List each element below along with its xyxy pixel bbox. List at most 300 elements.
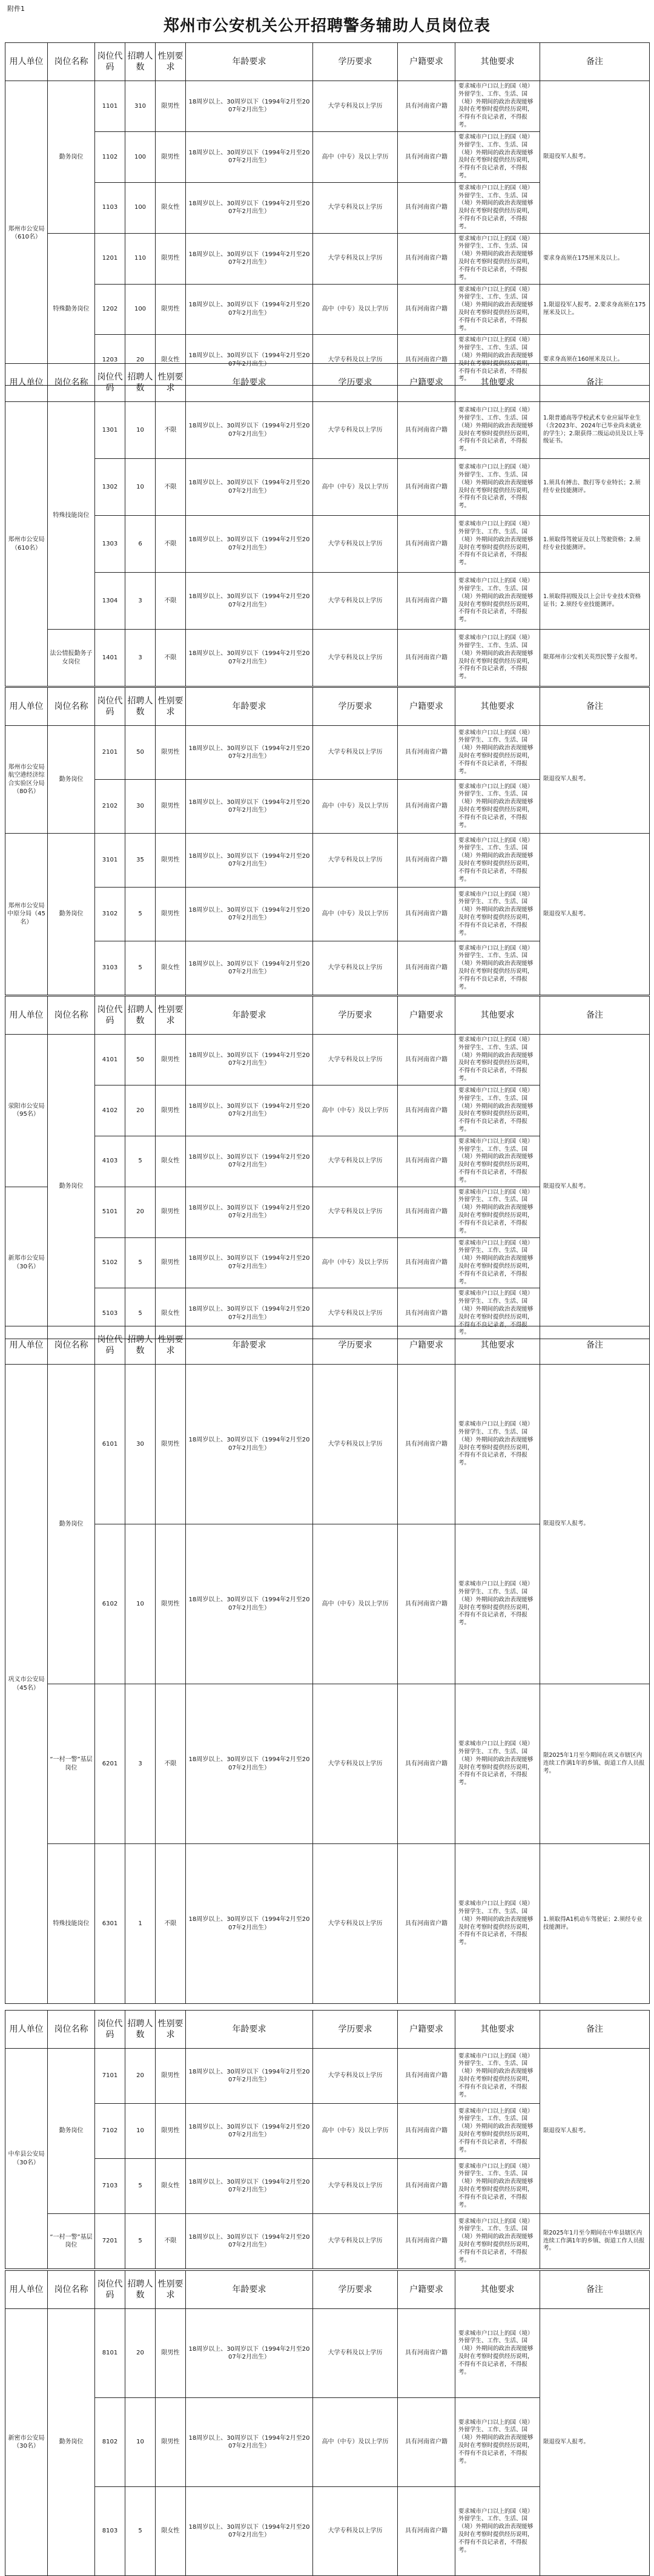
column-header: 用人单位 bbox=[5, 2271, 48, 2309]
headcount-cell: 20 bbox=[125, 1187, 156, 1237]
gender-cell: 限男性 bbox=[156, 726, 186, 780]
column-header: 招聘人数 bbox=[125, 2011, 156, 2049]
hukou-cell: 具有河南省户籍 bbox=[398, 1288, 455, 1339]
gender-cell: 限男性 bbox=[156, 131, 186, 182]
column-header: 招聘人数 bbox=[125, 1326, 156, 1365]
position-table-4 bbox=[5, 996, 650, 1339]
unit-cell: 郑州市公安局中原分局（45名） bbox=[5, 834, 48, 995]
headcount-cell: 10 bbox=[125, 2398, 156, 2487]
education-cell: 高中（中专）及以上学历 bbox=[313, 131, 398, 182]
column-header: 岗位名称 bbox=[48, 688, 95, 726]
hukou-cell: 具有河南省户籍 bbox=[398, 2049, 455, 2104]
post-name-cell: 勤务岗位 bbox=[48, 834, 95, 995]
age-cell: 18周岁以上、30周岁以下（1994年2月至2007年2月出生） bbox=[186, 2487, 313, 2576]
column-header: 岗位代码 bbox=[95, 43, 125, 81]
column-header: 户籍要求 bbox=[398, 364, 455, 402]
other-requirements-cell: 要求城市户口以上的国（境）外留学生、工作、生活、国（境）外期间的政治表现能够及时在考察时提供经历说明，不得有不良记录者，不得报考。 bbox=[455, 81, 540, 132]
other-requirements-cell: 要求城市户口以上的国（境）外留学生、工作、生活、国（境）外期间的政治表现能够及时在考察时提供经历说明，不得有不良记录者，不得报考。 bbox=[455, 1365, 540, 1524]
table-row bbox=[5, 834, 650, 888]
unit-cell: 中牟县公安局（30名） bbox=[5, 2049, 48, 2269]
unit-cell: 郑州市公安局（610名） bbox=[5, 81, 48, 386]
note-cell: 限退役军人报考。 bbox=[540, 1035, 650, 1339]
column-header: 岗位名称 bbox=[48, 996, 95, 1035]
hukou-cell: 具有河南省户籍 bbox=[398, 233, 455, 284]
note-cell: 限退役军人报考。 bbox=[540, 2309, 650, 2576]
headcount-cell: 10 bbox=[125, 2104, 156, 2159]
education-cell: 大学专科及以上学历 bbox=[313, 1136, 398, 1187]
other-requirements-cell: 要求城市户口以上的国（境）外留学生、工作、生活、国（境）外期间的政治表现能够及时在考察时提供经历说明，不得有不良记录者，不得报考。 bbox=[455, 233, 540, 284]
table-row bbox=[5, 1684, 650, 1844]
table-row bbox=[5, 516, 650, 573]
post-code-cell: 1201 bbox=[95, 233, 125, 284]
hukou-cell: 具有河南省户籍 bbox=[398, 780, 455, 834]
position-table-2 bbox=[5, 363, 650, 687]
table-row bbox=[5, 233, 650, 284]
table-row bbox=[5, 726, 650, 780]
age-cell: 18周岁以上、30周岁以下（1994年2月至2007年2月出生） bbox=[186, 459, 313, 516]
note-cell: 1.限普通高等学校武术专业应届毕业生（含2023年、2024年已毕业尚未就业的学生）；2.限获得二级运动员及以上等级证书。 bbox=[540, 402, 650, 459]
note-cell: 限退役军人报考。 bbox=[540, 726, 650, 834]
other-requirements-cell: 要求城市户口以上的国（境）外留学生、工作、生活、国（境）外期间的政治表现能够及时在考察时提供经历说明，不得有不良记录者，不得报考。 bbox=[455, 1035, 540, 1085]
column-header: 用人单位 bbox=[5, 1326, 48, 1365]
column-header: 性别要求 bbox=[156, 688, 186, 726]
note-cell: 限退役军人报考。 bbox=[540, 81, 650, 234]
gender-cell: 不限 bbox=[156, 573, 186, 630]
education-cell: 高中（中专）及以上学历 bbox=[313, 780, 398, 834]
post-code-cell: 1401 bbox=[95, 630, 125, 687]
headcount-cell: 3 bbox=[125, 573, 156, 630]
headcount-cell: 5 bbox=[125, 941, 156, 995]
hukou-cell: 具有河南省户籍 bbox=[398, 1524, 455, 1684]
other-requirements-cell: 要求城市户口以上的国（境）外留学生、工作、生活、国（境）外期间的政治表现能够及时在考察时提供经历说明，不得有不良记录者，不得报考。 bbox=[455, 1136, 540, 1187]
column-header: 用人单位 bbox=[5, 43, 48, 81]
column-header: 年龄要求 bbox=[186, 996, 313, 1035]
post-code-cell: 1103 bbox=[95, 182, 125, 233]
note-cell: 限郑州市公安机关英烈民警子女报考。 bbox=[540, 630, 650, 687]
post-code-cell: 5103 bbox=[95, 1288, 125, 1339]
unit-cell: 新郑市公安局（30名） bbox=[5, 1187, 48, 1339]
hukou-cell: 具有河南省户籍 bbox=[398, 1035, 455, 1085]
column-header: 户籍要求 bbox=[398, 996, 455, 1035]
age-cell: 18周岁以上、30周岁以下（1994年2月至2007年2月出生） bbox=[186, 1684, 313, 1844]
age-cell: 18周岁以上、30周岁以下（1994年2月至2007年2月出生） bbox=[186, 1136, 313, 1187]
post-code-cell: 7103 bbox=[95, 2159, 125, 2214]
gender-cell: 限女性 bbox=[156, 182, 186, 233]
headcount-cell: 20 bbox=[125, 2309, 156, 2398]
post-name-cell: 特殊技能岗位 bbox=[48, 1844, 95, 2004]
column-header: 性别要求 bbox=[156, 364, 186, 402]
hukou-cell: 具有河南省户籍 bbox=[398, 1684, 455, 1844]
other-requirements-cell: 要求城市户口以上的国（境）外留学生、工作、生活、国（境）外期间的政治表现能够及时在考察时提供经历说明，不得有不良记录者，不得报考。 bbox=[455, 2214, 540, 2269]
education-cell: 高中（中专）及以上学历 bbox=[313, 2104, 398, 2159]
other-requirements-cell: 要求城市户口以上的国（境）外留学生、工作、生活、国（境）外期间的政治表现能够及时在考察时提供经历说明，不得有不良记录者，不得报考。 bbox=[455, 2159, 540, 2214]
education-cell: 大学专科及以上学历 bbox=[313, 516, 398, 573]
post-code-cell: 8102 bbox=[95, 2398, 125, 2487]
hukou-cell: 具有河南省户籍 bbox=[398, 2104, 455, 2159]
other-requirements-cell: 要求城市户口以上的国（境）外留学生、工作、生活、国（境）外期间的政治表现能够及时在考察时提供经历说明，不得有不良记录者，不得报考。 bbox=[455, 2049, 540, 2104]
age-cell: 18周岁以上、30周岁以下（1994年2月至2007年2月出生） bbox=[186, 1237, 313, 1288]
table-row bbox=[5, 573, 650, 630]
gender-cell: 限男性 bbox=[156, 2104, 186, 2159]
column-header: 岗位名称 bbox=[48, 2011, 95, 2049]
hukou-cell: 具有河南省户籍 bbox=[398, 459, 455, 516]
column-header: 学历要求 bbox=[313, 1326, 398, 1365]
education-cell: 大学专科及以上学历 bbox=[313, 941, 398, 995]
hukou-cell: 具有河南省户籍 bbox=[398, 1136, 455, 1187]
table-row bbox=[5, 2049, 650, 2104]
column-header: 年龄要求 bbox=[186, 2271, 313, 2309]
post-name-cell: 勤务岗位 bbox=[48, 81, 95, 234]
column-header: 户籍要求 bbox=[398, 43, 455, 81]
headcount-cell: 310 bbox=[125, 81, 156, 132]
gender-cell: 限男性 bbox=[156, 1187, 186, 1237]
headcount-cell: 10 bbox=[125, 402, 156, 459]
age-cell: 18周岁以上、30周岁以下（1994年2月至2007年2月出生） bbox=[186, 2398, 313, 2487]
unit-cell: 新密市公安局（30名） bbox=[5, 2309, 48, 2576]
column-header: 其他要求 bbox=[455, 43, 540, 81]
table-row bbox=[5, 1365, 650, 1524]
age-cell: 18周岁以上、30周岁以下（1994年2月至2007年2月出生） bbox=[186, 2309, 313, 2398]
note-cell: 1.须取得驾驶证及以上驾驶资格；2.须经专业技能测评。 bbox=[540, 516, 650, 573]
table-row bbox=[5, 81, 650, 132]
hukou-cell: 具有河南省户籍 bbox=[398, 1187, 455, 1237]
gender-cell: 限男性 bbox=[156, 2049, 186, 2104]
hukou-cell: 具有河南省户籍 bbox=[398, 335, 455, 386]
other-requirements-cell: 要求城市户口以上的国（境）外留学生、工作、生活、国（境）外期间的政治表现能够及时在考察时提供经历说明，不得有不良记录者，不得报考。 bbox=[455, 1524, 540, 1684]
other-requirements-cell: 要求城市户口以上的国（境）外留学生、工作、生活、国（境）外期间的政治表现能够及时在考察时提供经历说明，不得有不良记录者，不得报考。 bbox=[455, 335, 540, 386]
position-table-7 bbox=[5, 2270, 650, 2576]
age-cell: 18周岁以上、30周岁以下（1994年2月至2007年2月出生） bbox=[186, 834, 313, 888]
age-cell: 18周岁以上、30周岁以下（1994年2月至2007年2月出生） bbox=[186, 1524, 313, 1684]
post-code-cell: 1303 bbox=[95, 516, 125, 573]
hukou-cell: 具有河南省户籍 bbox=[398, 81, 455, 132]
gender-cell: 限男性 bbox=[156, 888, 186, 941]
gender-cell: 不限 bbox=[156, 630, 186, 687]
headcount-cell: 100 bbox=[125, 182, 156, 233]
gender-cell: 限女性 bbox=[156, 1288, 186, 1339]
age-cell: 18周岁以上、30周岁以下（1994年2月至2007年2月出生） bbox=[186, 888, 313, 941]
age-cell: 18周岁以上、30周岁以下（1994年2月至2007年2月出生） bbox=[186, 81, 313, 132]
education-cell: 大学专科及以上学历 bbox=[313, 2487, 398, 2576]
gender-cell: 限男性 bbox=[156, 1365, 186, 1524]
table-row bbox=[5, 630, 650, 687]
headcount-cell: 20 bbox=[125, 1085, 156, 1136]
gender-cell: 限男性 bbox=[156, 2309, 186, 2398]
post-code-cell: 3102 bbox=[95, 888, 125, 941]
age-cell: 18周岁以上、30周岁以下（1994年2月至2007年2月出生） bbox=[186, 516, 313, 573]
hukou-cell: 具有河南省户籍 bbox=[398, 888, 455, 941]
column-header: 岗位名称 bbox=[48, 43, 95, 81]
post-code-cell: 8101 bbox=[95, 2309, 125, 2398]
column-header: 学历要求 bbox=[313, 364, 398, 402]
post-code-cell: 6101 bbox=[95, 1365, 125, 1524]
post-name-cell: 法公情报勤务子女岗位 bbox=[48, 630, 95, 687]
post-code-cell: 6301 bbox=[95, 1844, 125, 2004]
hukou-cell: 具有河南省户籍 bbox=[398, 2487, 455, 2576]
headcount-cell: 6 bbox=[125, 516, 156, 573]
column-header: 户籍要求 bbox=[398, 688, 455, 726]
post-code-cell: 1101 bbox=[95, 81, 125, 132]
gender-cell: 不限 bbox=[156, 2214, 186, 2269]
other-requirements-cell: 要求城市户口以上的国（境）外留学生、工作、生活、国（境）外期间的政治表现能够及时在考察时提供经历说明，不得有不良记录者，不得报考。 bbox=[455, 284, 540, 335]
column-header: 学历要求 bbox=[313, 2271, 398, 2309]
column-header: 年龄要求 bbox=[186, 2011, 313, 2049]
headcount-cell: 30 bbox=[125, 780, 156, 834]
hukou-cell: 具有河南省户籍 bbox=[398, 402, 455, 459]
education-cell: 大学专科及以上学历 bbox=[313, 1684, 398, 1844]
unit-cell: 郑州市公安局航空港经济综合实验区分局（80名） bbox=[5, 726, 48, 834]
age-cell: 18周岁以上、30周岁以下（1994年2月至2007年2月出生） bbox=[186, 630, 313, 687]
post-code-cell: 6102 bbox=[95, 1524, 125, 1684]
hukou-cell: 具有河南省户籍 bbox=[398, 630, 455, 687]
note-cell: 要求身高须在160厘米及以上。 bbox=[540, 335, 650, 386]
column-header: 招聘人数 bbox=[125, 364, 156, 402]
hukou-cell: 具有河南省户籍 bbox=[398, 2398, 455, 2487]
position-table-1 bbox=[5, 42, 650, 386]
column-header: 岗位名称 bbox=[48, 364, 95, 402]
note-cell: 限2025年1月至今期间在巩义市辖区内连续工作满1年的乡镇、街道工作人员报考。 bbox=[540, 1684, 650, 1844]
column-header: 学历要求 bbox=[313, 2011, 398, 2049]
position-table-5 bbox=[5, 1326, 650, 2004]
hukou-cell: 具有河南省户籍 bbox=[398, 1085, 455, 1136]
column-header: 用人单位 bbox=[5, 996, 48, 1035]
column-header: 备注 bbox=[540, 2271, 650, 2309]
gender-cell: 限男性 bbox=[156, 780, 186, 834]
education-cell: 大学专科及以上学历 bbox=[313, 2049, 398, 2104]
gender-cell: 限女性 bbox=[156, 2159, 186, 2214]
education-cell: 高中（中专）及以上学历 bbox=[313, 284, 398, 335]
column-header: 岗位代码 bbox=[95, 1326, 125, 1365]
column-header: 用人单位 bbox=[5, 2011, 48, 2049]
column-header: 性别要求 bbox=[156, 2271, 186, 2309]
hukou-cell: 具有河南省户籍 bbox=[398, 726, 455, 780]
post-code-cell: 1304 bbox=[95, 573, 125, 630]
column-header: 备注 bbox=[540, 364, 650, 402]
page-title: 郑州市公安机关公开招聘警务辅助人员岗位表 bbox=[163, 17, 490, 35]
education-cell: 大学专科及以上学历 bbox=[313, 834, 398, 888]
headcount-cell: 3 bbox=[125, 630, 156, 687]
table-row bbox=[5, 2214, 650, 2269]
column-header: 岗位代码 bbox=[95, 2271, 125, 2309]
note-cell: 限2025年1月至今期间在中牟县辖区内连续工作满1年的乡镇、街道工作人员报考。 bbox=[540, 2214, 650, 2269]
column-header: 备注 bbox=[540, 43, 650, 81]
column-header: 岗位代码 bbox=[95, 2011, 125, 2049]
hukou-cell: 具有河南省户籍 bbox=[398, 2159, 455, 2214]
other-requirements-cell: 要求城市户口以上的国（境）外留学生、工作、生活、国（境）外期间的政治表现能够及时在考察时提供经历说明，不得有不良记录者，不得报考。 bbox=[455, 1085, 540, 1136]
note-cell: 要求身高须在175厘米及以上。 bbox=[540, 233, 650, 284]
column-header: 备注 bbox=[540, 688, 650, 726]
headcount-cell: 30 bbox=[125, 1365, 156, 1524]
education-cell: 大学专科及以上学历 bbox=[313, 402, 398, 459]
post-name-cell: 勤务岗位 bbox=[48, 1035, 95, 1339]
headcount-cell: 5 bbox=[125, 2214, 156, 2269]
other-requirements-cell: 要求城市户口以上的国（境）外留学生、工作、生活、国（境）外期间的政治表现能够及时在考察时提供经历说明，不得有不良记录者，不得报考。 bbox=[455, 2487, 540, 2576]
other-requirements-cell: 要求城市户口以上的国（境）外留学生、工作、生活、国（境）外期间的政治表现能够及时在考察时提供经历说明，不得有不良记录者，不得报考。 bbox=[455, 2398, 540, 2487]
column-header: 性别要求 bbox=[156, 1326, 186, 1365]
table-row bbox=[5, 2309, 650, 2398]
column-header: 户籍要求 bbox=[398, 2011, 455, 2049]
column-header: 性别要求 bbox=[156, 43, 186, 81]
other-requirements-cell: 要求城市户口以上的国（境）外留学生、工作、生活、国（境）外期间的政治表现能够及时在考察时提供经历说明，不得有不良记录者，不得报考。 bbox=[455, 1237, 540, 1288]
hukou-cell: 具有河南省户籍 bbox=[398, 1844, 455, 2004]
age-cell: 18周岁以上、30周岁以下（1994年2月至2007年2月出生） bbox=[186, 2159, 313, 2214]
education-cell: 大学专科及以上学历 bbox=[313, 335, 398, 386]
hukou-cell: 具有河南省户籍 bbox=[398, 941, 455, 995]
gender-cell: 限男性 bbox=[156, 81, 186, 132]
post-name-cell: 勤务岗位 bbox=[48, 2049, 95, 2214]
column-header: 备注 bbox=[540, 996, 650, 1035]
hukou-cell: 具有河南省户籍 bbox=[398, 284, 455, 335]
column-header: 备注 bbox=[540, 2011, 650, 2049]
gender-cell: 限男性 bbox=[156, 1085, 186, 1136]
hukou-cell: 具有河南省户籍 bbox=[398, 516, 455, 573]
column-header: 学历要求 bbox=[313, 996, 398, 1035]
unit-cell: 巩义市公安局（45名） bbox=[5, 1365, 48, 2004]
education-cell: 大学专科及以上学历 bbox=[313, 233, 398, 284]
post-name-cell: “一村一警”基层岗位 bbox=[48, 2214, 95, 2269]
age-cell: 18周岁以上、30周岁以下（1994年2月至2007年2月出生） bbox=[186, 1187, 313, 1237]
column-header: 用人单位 bbox=[5, 688, 48, 726]
other-requirements-cell: 要求城市户口以上的国（境）外留学生、工作、生活、国（境）外期间的政治表现能够及时在考察时提供经历说明，不得有不良记录者，不得报考。 bbox=[455, 2104, 540, 2159]
post-code-cell: 6201 bbox=[95, 1684, 125, 1844]
education-cell: 大学专科及以上学历 bbox=[313, 182, 398, 233]
education-cell: 大学专科及以上学历 bbox=[313, 630, 398, 687]
column-header: 其他要求 bbox=[455, 1326, 540, 1365]
headcount-cell: 5 bbox=[125, 1288, 156, 1339]
other-requirements-cell: 要求城市户口以上的国（境）外留学生、工作、生活、国（境）外期间的政治表现能够及时在考察时提供经历说明，不得有不良记录者，不得报考。 bbox=[455, 459, 540, 516]
table-row bbox=[5, 402, 650, 459]
column-header: 年龄要求 bbox=[186, 364, 313, 402]
education-cell: 大学专科及以上学历 bbox=[313, 726, 398, 780]
education-cell: 大学专科及以上学历 bbox=[313, 1365, 398, 1524]
column-header: 招聘人数 bbox=[125, 43, 156, 81]
headcount-cell: 5 bbox=[125, 1237, 156, 1288]
headcount-cell: 10 bbox=[125, 459, 156, 516]
hukou-cell: 具有河南省户籍 bbox=[398, 834, 455, 888]
column-header: 招聘人数 bbox=[125, 688, 156, 726]
post-name-cell: 勤务岗位 bbox=[48, 726, 95, 834]
hukou-cell: 具有河南省户籍 bbox=[398, 2309, 455, 2398]
column-header: 年龄要求 bbox=[186, 43, 313, 81]
education-cell: 大学专科及以上学历 bbox=[313, 81, 398, 132]
post-code-cell: 4103 bbox=[95, 1136, 125, 1187]
hukou-cell: 具有河南省户籍 bbox=[398, 182, 455, 233]
education-cell: 大学专科及以上学历 bbox=[313, 1844, 398, 2004]
note-cell: 1.须取得A1机动车驾驶证；2.须经专业技能测评。 bbox=[540, 1844, 650, 2004]
age-cell: 18周岁以上、30周岁以下（1994年2月至2007年2月出生） bbox=[186, 182, 313, 233]
education-cell: 大学专科及以上学历 bbox=[313, 1288, 398, 1339]
post-code-cell: 5102 bbox=[95, 1237, 125, 1288]
age-cell: 18周岁以上、30周岁以下（1994年2月至2007年2月出生） bbox=[186, 1035, 313, 1085]
other-requirements-cell: 要求城市户口以上的国（境）外留学生、工作、生活、国（境）外期间的政治表现能够及时在考察时提供经历说明，不得有不良记录者，不得报考。 bbox=[455, 2309, 540, 2398]
column-header: 岗位名称 bbox=[48, 1326, 95, 1365]
column-header: 性别要求 bbox=[156, 996, 186, 1035]
headcount-cell: 5 bbox=[125, 2159, 156, 2214]
column-header: 年龄要求 bbox=[186, 1326, 313, 1365]
headcount-cell: 20 bbox=[125, 335, 156, 386]
other-requirements-cell: 要求城市户口以上的国（境）外留学生、工作、生活、国（境）外期间的政治表现能够及时在考察时提供经历说明，不得有不良记录者，不得报考。 bbox=[455, 1844, 540, 2004]
other-requirements-cell: 要求城市户口以上的国（境）外留学生、工作、生活、国（境）外期间的政治表现能够及时在考察时提供经历说明，不得有不良记录者，不得报考。 bbox=[455, 726, 540, 780]
post-code-cell: 3103 bbox=[95, 941, 125, 995]
other-requirements-cell: 要求城市户口以上的国（境）外留学生、工作、生活、国（境）外期间的政治表现能够及时在考察时提供经历说明，不得有不良记录者，不得报考。 bbox=[455, 941, 540, 995]
age-cell: 18周岁以上、30周岁以下（1994年2月至2007年2月出生） bbox=[186, 2049, 313, 2104]
education-cell: 高中（中专）及以上学历 bbox=[313, 1237, 398, 1288]
table-row bbox=[5, 1035, 650, 1085]
note-cell: 1.须具有搏击、散打等专业特长；2.须经专业技能测评。 bbox=[540, 459, 650, 516]
education-cell: 大学专科及以上学历 bbox=[313, 573, 398, 630]
gender-cell: 限女性 bbox=[156, 1136, 186, 1187]
post-code-cell: 4101 bbox=[95, 1035, 125, 1085]
column-header: 户籍要求 bbox=[398, 1326, 455, 1365]
age-cell: 18周岁以上、30周岁以下（1994年2月至2007年2月出生） bbox=[186, 131, 313, 182]
gender-cell: 限男性 bbox=[156, 1524, 186, 1684]
unit-cell: 郑州市公安局（610名） bbox=[5, 402, 48, 687]
column-header: 岗位代码 bbox=[95, 688, 125, 726]
column-header: 备注 bbox=[540, 1326, 650, 1365]
education-cell: 大学专科及以上学历 bbox=[313, 2309, 398, 2398]
other-requirements-cell: 要求城市户口以上的国（境）外留学生、工作、生活、国（境）外期间的政治表现能够及时在考察时提供经历说明，不得有不良记录者，不得报考。 bbox=[455, 834, 540, 888]
table-row bbox=[5, 284, 650, 335]
other-requirements-cell: 要求城市户口以上的国（境）外留学生、工作、生活、国（境）外期间的政治表现能够及时在考察时提供经历说明，不得有不良记录者，不得报考。 bbox=[455, 182, 540, 233]
gender-cell: 不限 bbox=[156, 516, 186, 573]
post-code-cell: 4102 bbox=[95, 1085, 125, 1136]
post-code-cell: 2101 bbox=[95, 726, 125, 780]
post-name-cell: “一村一警”基层岗位 bbox=[48, 1684, 95, 1844]
other-requirements-cell: 要求城市户口以上的国（境）外留学生、工作、生活、国（境）外期间的政治表现能够及时在考察时提供经历说明，不得有不良记录者，不得报考。 bbox=[455, 780, 540, 834]
hukou-cell: 具有河南省户籍 bbox=[398, 1365, 455, 1524]
education-cell: 高中（中专）及以上学历 bbox=[313, 1524, 398, 1684]
post-code-cell: 1202 bbox=[95, 284, 125, 335]
post-name-cell: 勤务岗位 bbox=[48, 2309, 95, 2576]
gender-cell: 不限 bbox=[156, 1684, 186, 1844]
column-header: 岗位代码 bbox=[95, 364, 125, 402]
post-code-cell: 1102 bbox=[95, 131, 125, 182]
education-cell: 大学专科及以上学历 bbox=[313, 2214, 398, 2269]
headcount-cell: 100 bbox=[125, 284, 156, 335]
other-requirements-cell: 要求城市户口以上的国（境）外留学生、工作、生活、国（境）外期间的政治表现能够及时在考察时提供经历说明，不得有不良记录者，不得报考。 bbox=[455, 1288, 540, 1339]
headcount-cell: 5 bbox=[125, 888, 156, 941]
column-header: 岗位代码 bbox=[95, 996, 125, 1035]
headcount-cell: 5 bbox=[125, 2487, 156, 2576]
gender-cell: 限女性 bbox=[156, 335, 186, 386]
gender-cell: 不限 bbox=[156, 1844, 186, 2004]
column-header: 学历要求 bbox=[313, 43, 398, 81]
education-cell: 高中（中专）及以上学历 bbox=[313, 2398, 398, 2487]
headcount-cell: 3 bbox=[125, 1684, 156, 1844]
note-cell: 限退役军人报考。 bbox=[540, 834, 650, 995]
education-cell: 高中（中专）及以上学历 bbox=[313, 459, 398, 516]
column-header: 其他要求 bbox=[455, 688, 540, 726]
hukou-cell: 具有河南省户籍 bbox=[398, 1237, 455, 1288]
column-header: 性别要求 bbox=[156, 2011, 186, 2049]
age-cell: 18周岁以上、30周岁以下（1994年2月至2007年2月出生） bbox=[186, 1365, 313, 1524]
headcount-cell: 50 bbox=[125, 1035, 156, 1085]
gender-cell: 限男性 bbox=[156, 1237, 186, 1288]
unit-cell: 荥阳市公安局（95名） bbox=[5, 1035, 48, 1187]
other-requirements-cell: 要求城市户口以上的国（境）外留学生、工作、生活、国（境）外期间的政治表现能够及时在考察时提供经历说明，不得有不良记录者，不得报考。 bbox=[455, 1187, 540, 1237]
age-cell: 18周岁以上、30周岁以下（1994年2月至2007年2月出生） bbox=[186, 335, 313, 386]
column-header: 招聘人数 bbox=[125, 996, 156, 1035]
position-table-3 bbox=[5, 687, 650, 995]
age-cell: 18周岁以上、30周岁以下（1994年2月至2007年2月出生） bbox=[186, 2104, 313, 2159]
other-requirements-cell: 要求城市户口以上的国（境）外留学生、工作、生活、国（境）外期间的政治表现能够及时在考察时提供经历说明，不得有不良记录者，不得报考。 bbox=[455, 888, 540, 941]
age-cell: 18周岁以上、30周岁以下（1994年2月至2007年2月出生） bbox=[186, 573, 313, 630]
education-cell: 大学专科及以上学历 bbox=[313, 1035, 398, 1085]
position-table-6 bbox=[5, 2010, 650, 2269]
headcount-cell: 110 bbox=[125, 233, 156, 284]
column-header: 户籍要求 bbox=[398, 2271, 455, 2309]
other-requirements-cell: 要求城市户口以上的国（境）外留学生、工作、生活、国（境）外期间的政治表现能够及时在考察时提供经历说明，不得有不良记录者，不得报考。 bbox=[455, 402, 540, 459]
